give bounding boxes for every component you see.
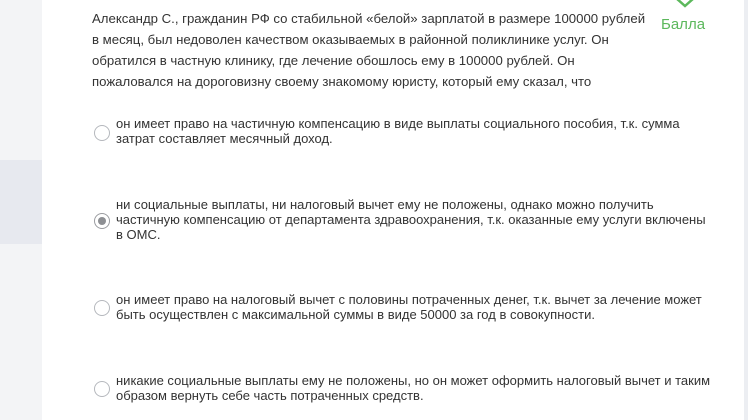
sidebar-active-item[interactable] (0, 160, 42, 244)
radio-button[interactable] (94, 300, 110, 316)
answer-option-text[interactable]: никакие социальные выплаты ему не положены, но он может оформить налоговый вычет и таким образом вернуть себе часть потраченных средств. (116, 373, 711, 403)
answer-option-text[interactable]: ни социальные выплаты, ни налоговый вычет ему не положены, однако можно получить частичную компенсацию от департамента здравоохранения, т.к. оказанные ему услуги включены в ОМС. (116, 197, 706, 242)
score-shield-icon (661, 0, 709, 14)
score-label: Балла (661, 16, 706, 33)
answer-option-text[interactable]: он имеет право на частичную компенсацию в виде выплаты социального пособия, т.к. сумма затрат составляет месячный доход. (116, 116, 680, 146)
radio-button-selected[interactable] (94, 213, 110, 229)
radio-button[interactable] (94, 125, 110, 141)
score-badge (650, 0, 720, 14)
question-text: Александр С., гражданин РФ со стабильной «белой» зарплатой в размере 100000 рублей в месяц, был недоволен качеством оказываемых в районной поликлинике услуг. Он обратился в частную клинику, где лечение обошлось ему в 100000 рублей. Он пожаловался на дороговизну своему знакомому юристу, который ему сказал, что (92, 11, 646, 89)
radio-button[interactable] (94, 381, 110, 397)
answer-option-text[interactable]: он имеет право на налоговый вычет с половины потраченных денег, т.к. вычет за лечение может быть осуществлен с максимальной суммы в виде 50000 за год в совокупности. (116, 292, 702, 322)
sidebar-strip (0, 0, 42, 420)
scrollbar-track[interactable] (744, 0, 748, 420)
